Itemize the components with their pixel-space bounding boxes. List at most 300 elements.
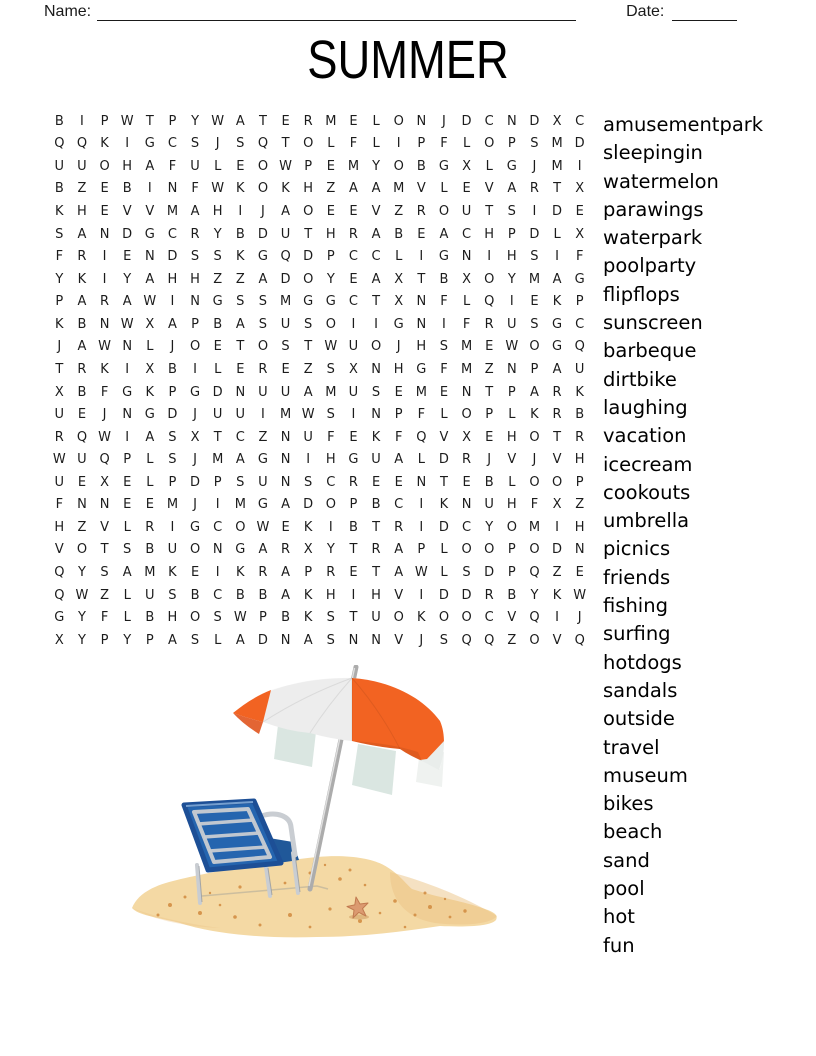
word-list-item: friends <box>603 565 671 589</box>
grid-letter: N <box>506 361 517 377</box>
grid-letter: H <box>325 226 336 242</box>
grid-letter: H <box>122 158 133 174</box>
grid-letter: K <box>55 204 64 220</box>
grid-letter: P <box>100 632 109 648</box>
grid-letter: Z <box>484 361 494 377</box>
grid-letter: G <box>190 519 201 535</box>
grid-letter: Y <box>77 632 86 648</box>
grid-letter: O <box>325 316 336 332</box>
grid-letter: P <box>123 452 132 468</box>
grid-letter: R <box>371 542 381 558</box>
grid-letter: A <box>258 271 268 287</box>
grid-letter: H <box>506 497 517 513</box>
grid-letter: V <box>439 429 449 445</box>
grid-letter: V <box>552 632 562 648</box>
grid-letter: K <box>100 361 109 377</box>
grid-letter: D <box>122 226 133 242</box>
grid-letter: L <box>214 632 222 648</box>
word-list-item: sleepingin <box>603 141 703 165</box>
grid-letter: L <box>485 158 493 174</box>
grid-letter: S <box>258 316 268 332</box>
grid-letter: Y <box>326 271 335 287</box>
grid-letter: U <box>190 158 200 174</box>
grid-letter: X <box>552 497 562 513</box>
grid-letter: B <box>145 542 155 558</box>
grid-letter: G <box>393 316 404 332</box>
grid-letter: X <box>145 361 155 377</box>
grid-letter: M <box>279 294 292 310</box>
grid-letter: Q <box>416 429 427 445</box>
grid-letter: O <box>393 113 404 129</box>
grid-letter: O <box>393 158 404 174</box>
grid-letter: E <box>236 158 245 174</box>
grid-letter: U <box>371 452 381 468</box>
grid-letter: O <box>257 158 269 174</box>
grid-letter: T <box>417 271 426 287</box>
grid-letter: G <box>54 610 65 626</box>
grid-letter: M <box>528 271 541 287</box>
grid-letter: T <box>372 519 381 535</box>
grid-letter: P <box>349 497 358 513</box>
grid-letter: U <box>461 204 472 220</box>
grid-letter: Y <box>77 565 86 581</box>
grid-letter: M <box>460 361 473 377</box>
grid-letter: S <box>326 610 335 626</box>
grid-letter: O <box>506 519 517 535</box>
grid-letter: H <box>506 249 517 265</box>
grid-letter: O <box>303 136 314 152</box>
grid-letter: S <box>190 632 200 648</box>
grid-letter: Z <box>575 497 585 513</box>
grid-letter: L <box>440 181 448 197</box>
grid-letter: B <box>371 497 381 513</box>
grid-letter: C <box>371 249 381 265</box>
grid-letter: H <box>77 204 87 220</box>
grid-letter: K <box>236 249 245 265</box>
grid-letter: E <box>236 361 245 377</box>
grid-letter: C <box>394 497 404 513</box>
grid-letter: O <box>99 158 110 174</box>
grid-letter: P <box>530 361 539 377</box>
grid-letter: J <box>419 632 424 648</box>
grid-letter: E <box>190 565 200 581</box>
grid-letter: S <box>213 610 222 626</box>
grid-letter: O <box>393 610 404 626</box>
grid-letter: V <box>507 610 517 626</box>
grid-letter: N <box>574 542 585 558</box>
grid-letter: F <box>575 249 584 265</box>
grid-letter: S <box>304 316 313 332</box>
grid-letter: P <box>168 474 177 490</box>
grid-letter: N <box>235 384 246 400</box>
grid-letter: P <box>191 316 199 332</box>
grid-letter: B <box>77 384 87 400</box>
grid-letter: V <box>484 181 494 197</box>
grid-letter: Q <box>99 452 110 468</box>
grid-letter: L <box>214 361 222 377</box>
grid-letter: U <box>574 361 585 377</box>
grid-letter: N <box>461 497 472 513</box>
word-list-item: dirtbike <box>603 367 677 391</box>
grid-letter: M <box>347 158 360 174</box>
grid-letter: A <box>77 226 87 242</box>
grid-letter: G <box>122 384 133 400</box>
grid-letter: X <box>575 226 585 242</box>
grid-letter: G <box>257 452 268 468</box>
grid-letter: M <box>551 136 563 152</box>
grid-letter: I <box>374 316 378 332</box>
grid-letter: U <box>371 610 381 626</box>
grid-letter: L <box>214 158 222 174</box>
grid-letter: P <box>55 294 64 310</box>
grid-letter: F <box>349 136 358 152</box>
grid-letter: L <box>123 610 131 626</box>
grid-letter: S <box>281 339 290 355</box>
word-list-item: travel <box>603 735 660 759</box>
grid-letter: L <box>462 294 471 310</box>
grid-letter: M <box>415 384 427 400</box>
grid-letter: R <box>258 361 268 377</box>
grid-letter: C <box>462 519 472 535</box>
grid-letter: I <box>419 497 424 513</box>
grid-letter: I <box>419 587 424 603</box>
grid-letter: U <box>280 316 291 332</box>
grid-letter: M <box>551 158 563 174</box>
grid-letter: N <box>144 249 155 265</box>
grid-letter: I <box>193 361 197 377</box>
grid-letter: W <box>414 565 428 581</box>
grid-letter: X <box>190 429 200 445</box>
grid-letter: G <box>438 249 449 265</box>
grid-letter: U <box>212 407 223 423</box>
grid-letter: K <box>303 587 313 603</box>
grid-letter: D <box>484 565 495 581</box>
grid-letter: M <box>325 384 337 400</box>
grid-letter: X <box>145 316 155 332</box>
grid-letter: V <box>54 542 64 558</box>
grid-letter: S <box>190 249 200 265</box>
grid-letter: J <box>261 204 265 220</box>
grid-letter: T <box>372 294 381 310</box>
grid-letter: M <box>212 452 224 468</box>
grid-letter: R <box>552 407 562 423</box>
grid-letter: I <box>102 249 107 265</box>
grid-letter: W <box>279 158 292 174</box>
grid-letter: L <box>123 519 131 535</box>
grid-letter: U <box>54 158 65 174</box>
grid-letter: I <box>555 610 559 626</box>
grid-letter: R <box>529 181 539 197</box>
grid-letter: O <box>529 339 540 355</box>
grid-letter: J <box>193 497 197 513</box>
word-list-item: surfing <box>603 622 671 646</box>
grid-letter: R <box>145 519 155 535</box>
grid-letter: E <box>371 474 381 490</box>
grid-letter: O <box>325 497 336 513</box>
grid-letter: E <box>123 474 132 490</box>
grid-letter: E <box>281 519 290 535</box>
word-list-item: icecream <box>603 452 693 476</box>
grid-letter: J <box>396 339 401 355</box>
grid-letter: N <box>99 497 110 513</box>
grid-letter: P <box>394 407 403 423</box>
grid-letter: A <box>235 113 245 129</box>
grid-letter: W <box>324 339 338 355</box>
grid-letter: A <box>439 226 449 242</box>
grid-letter: U <box>280 226 291 242</box>
grid-letter: E <box>462 181 471 197</box>
grid-letter: Z <box>100 587 110 603</box>
grid-letter: U <box>280 384 291 400</box>
grid-letter: L <box>372 136 380 152</box>
word-list-item: amusementpark <box>603 113 764 136</box>
grid-letter: I <box>487 249 492 265</box>
grid-letter: M <box>460 339 473 355</box>
grid-letter: Q <box>54 136 65 152</box>
grid-letter: Z <box>213 271 223 287</box>
grid-letter: I <box>555 249 559 265</box>
grid-letter: J <box>487 452 492 468</box>
grid-letter: G <box>416 361 427 377</box>
grid-letter: U <box>54 407 65 423</box>
grid-letter: W <box>573 587 587 603</box>
grid-letter: V <box>371 204 381 220</box>
grid-letter: A <box>281 587 291 603</box>
grid-letter: W <box>211 181 225 197</box>
grid-letter: P <box>100 113 109 129</box>
grid-letter: S <box>168 429 177 445</box>
grid-letter: H <box>371 587 381 603</box>
grid-letter: K <box>439 497 449 513</box>
grid-letter: D <box>438 519 449 535</box>
word-list-item: flipflops <box>603 282 680 306</box>
grid-letter: V <box>416 181 426 197</box>
grid-letter: P <box>259 610 267 626</box>
grid-letter: R <box>54 429 64 445</box>
grid-letter: G <box>348 452 359 468</box>
grid-letter: N <box>122 407 133 423</box>
grid-letter: Q <box>484 294 495 310</box>
grid-letter: F <box>327 429 335 445</box>
grid-letter: G <box>144 136 155 152</box>
grid-letter: S <box>258 294 268 310</box>
grid-letter: K <box>575 384 584 400</box>
grid-letter: R <box>77 361 87 377</box>
grid-letter: C <box>348 249 358 265</box>
grid-letter: H <box>303 181 314 197</box>
grid-letter: D <box>167 249 178 265</box>
grid-letter: L <box>553 226 561 242</box>
grid-letter: F <box>440 136 448 152</box>
grid-letter: S <box>236 136 245 152</box>
grid-letter: Q <box>574 339 585 355</box>
grid-letter: T <box>372 565 381 581</box>
grid-letter: T <box>281 136 290 152</box>
grid-letter: T <box>304 339 313 355</box>
grid-letter: U <box>484 497 494 513</box>
grid-letter: P <box>485 407 494 423</box>
grid-letter: S <box>236 294 245 310</box>
grid-letter: L <box>146 452 154 468</box>
grid-letter: I <box>442 316 446 332</box>
grid-letter: N <box>371 361 381 377</box>
grid-letter: E <box>349 113 358 129</box>
grid-letter: R <box>462 452 472 468</box>
grid-letter: W <box>98 339 111 355</box>
grid-letter: J <box>532 158 537 174</box>
grid-letter: Y <box>123 271 132 287</box>
grid-letter: S <box>168 452 177 468</box>
grid-letter: I <box>261 407 265 423</box>
grid-letter: A <box>145 158 155 174</box>
grid-letter: B <box>122 181 132 197</box>
grid-letter: S <box>123 542 132 558</box>
grid-letter: T <box>304 226 313 242</box>
grid-letter: Q <box>76 429 88 445</box>
grid-letter: J <box>577 610 582 626</box>
grid-letter: E <box>349 271 358 287</box>
grid-letter: X <box>54 632 64 648</box>
grid-letter: E <box>100 204 109 220</box>
grid-letter: S <box>304 474 313 490</box>
grid-letter: F <box>440 361 448 377</box>
grid-letter: C <box>462 226 472 242</box>
grid-letter: E <box>485 339 494 355</box>
grid-letter: O <box>257 181 269 197</box>
grid-letter: J <box>442 113 446 129</box>
grid-letter: K <box>552 587 562 603</box>
word-list-item: laughing <box>603 395 688 419</box>
grid-letter: S <box>326 632 335 648</box>
grid-letter: Y <box>55 271 64 287</box>
grid-letter: Y <box>507 271 516 287</box>
grid-letter: O <box>484 271 495 287</box>
grid-letter: M <box>234 497 246 513</box>
grid-letter: U <box>507 316 517 332</box>
grid-letter: B <box>190 587 200 603</box>
grid-letter: A <box>235 632 245 648</box>
grid-letter: O <box>551 474 563 490</box>
grid-letter: D <box>303 497 314 513</box>
grid-letter: A <box>235 316 245 332</box>
grid-letter: D <box>280 271 291 287</box>
grid-letter: Y <box>326 542 335 558</box>
grid-letter: B <box>575 407 585 423</box>
grid-letter: O <box>529 474 540 490</box>
grid-letter: B <box>507 587 517 603</box>
grid-letter: O <box>303 271 314 287</box>
grid-letter: B <box>54 181 64 197</box>
grid-letter: U <box>54 474 65 490</box>
grid-letter: X <box>552 113 562 129</box>
grid-letter: O <box>461 610 472 626</box>
grid-letter: N <box>99 226 110 242</box>
grid-letter: Y <box>77 610 86 626</box>
grid-letter: S <box>326 407 335 423</box>
grid-letter: K <box>303 519 313 535</box>
grid-letter: D <box>257 226 268 242</box>
grid-letter: L <box>146 339 154 355</box>
grid-letter: L <box>440 542 448 558</box>
grid-letter: P <box>213 474 222 490</box>
grid-letter: P <box>417 542 426 558</box>
grid-letter: U <box>348 384 359 400</box>
grid-letter: A <box>145 429 155 445</box>
grid-letter: Z <box>77 181 87 197</box>
grid-letter: E <box>575 204 584 220</box>
grid-letter: B <box>213 316 223 332</box>
grid-letter: E <box>123 249 132 265</box>
grid-letter: G <box>506 158 517 174</box>
grid-letter: T <box>258 113 267 129</box>
grid-letter: E <box>145 497 154 513</box>
grid-letter: E <box>417 226 426 242</box>
grid-letter: X <box>394 294 404 310</box>
grid-letter: K <box>530 407 539 423</box>
grid-letter: A <box>235 452 245 468</box>
grid-letter: K <box>417 610 426 626</box>
grid-letter: F <box>394 429 403 445</box>
grid-letter: J <box>170 339 175 355</box>
grid-letter: I <box>351 587 356 603</box>
grid-letter: D <box>438 452 449 468</box>
grid-letter: B <box>484 474 494 490</box>
grid-letter: X <box>462 429 472 445</box>
grid-letter: I <box>238 204 243 220</box>
grid-letter: A <box>258 542 268 558</box>
grid-letter: P <box>326 249 335 265</box>
grid-letter: M <box>144 565 156 581</box>
grid-letter: S <box>439 632 449 648</box>
grid-letter: V <box>100 519 110 535</box>
grid-letter: Q <box>484 632 495 648</box>
grid-letter: W <box>233 610 247 626</box>
grid-letter: I <box>215 565 220 581</box>
grid-letter: I <box>351 316 356 332</box>
grid-letter: O <box>303 204 314 220</box>
grid-letter: P <box>507 226 516 242</box>
grid-letter: M <box>166 204 179 220</box>
grid-letter: D <box>257 632 268 648</box>
grid-letter: E <box>100 181 109 197</box>
grid-letter: Q <box>54 587 65 603</box>
grid-letter: S <box>462 565 471 581</box>
grid-letter: Z <box>77 519 87 535</box>
grid-letter: T <box>145 113 154 129</box>
grid-letter: R <box>190 226 200 242</box>
grid-letter: Y <box>485 519 494 535</box>
grid-letter: D <box>552 204 563 220</box>
header <box>44 2 744 21</box>
grid-letter: S <box>168 587 177 603</box>
grid-letter: L <box>327 136 335 152</box>
grid-letter: S <box>530 249 539 265</box>
word-list-item: fun <box>603 933 635 957</box>
grid-letter: N <box>416 316 427 332</box>
grid-letter: W <box>256 519 270 535</box>
grid-letter: K <box>281 181 290 197</box>
grid-letter: X <box>100 474 110 490</box>
grid-letter: C <box>575 316 585 332</box>
grid-letter: E <box>394 384 403 400</box>
grid-letter: U <box>348 339 359 355</box>
grid-letter: N <box>416 294 427 310</box>
grid-letter: E <box>213 339 222 355</box>
grid-letter: R <box>326 565 336 581</box>
grid-letter: L <box>123 587 131 603</box>
grid-letter: Z <box>507 632 517 648</box>
grid-letter: E <box>281 361 290 377</box>
